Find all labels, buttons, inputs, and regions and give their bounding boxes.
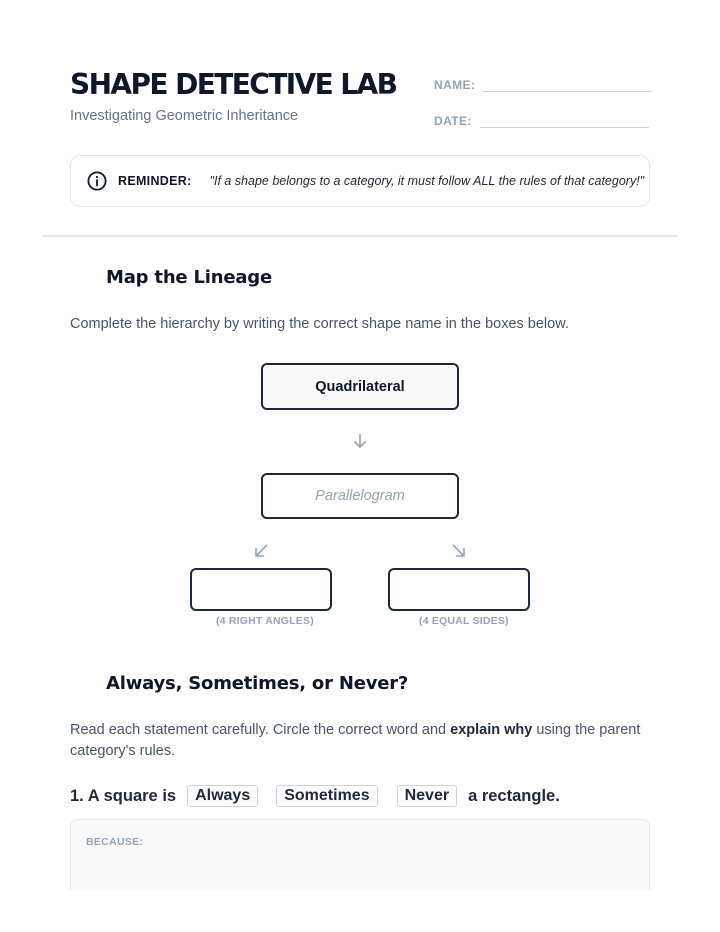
arrow-down-right-icon — [451, 543, 467, 559]
option-sometimes[interactable]: Sometimes — [276, 785, 377, 807]
section-divider — [42, 235, 678, 237]
because-label: BECAUSE: — [86, 836, 144, 848]
page-bottom-margin — [0, 890, 720, 932]
date-label: DATE: — [434, 114, 472, 128]
date-field — [434, 112, 649, 128]
question-1 — [70, 785, 560, 807]
name-field — [434, 76, 652, 92]
page-title: SHAPE DETECTIVE LAB — [70, 67, 397, 102]
name-label: NAME: — [434, 78, 476, 92]
option-always[interactable]: Always — [187, 785, 258, 807]
caption-equal-sides: (4 EQUAL SIDES) — [419, 615, 509, 627]
instructions-text-bold: explain why — [450, 722, 533, 738]
instructions-text-pre: Read each statement carefully. Circle the correct word and — [70, 722, 451, 738]
arrow-down-left-icon — [253, 543, 269, 559]
instructions-text-post: using the parent category's rules. — [70, 722, 641, 759]
asn-instructions — [70, 720, 660, 762]
hierarchy-box-quadrilateral: Quadrilateral — [261, 363, 459, 410]
section-heading-lineage: Map the Lineage — [106, 267, 273, 288]
page-subtitle: Investigating Geometric Inheritance — [70, 108, 299, 124]
question-1-suffix: a rectangle. — [468, 786, 560, 805]
hierarchy-box-parallelogram[interactable]: Parallelogram — [261, 473, 459, 519]
caption-right-angles: (4 RIGHT ANGLES) — [216, 615, 314, 627]
reminder-quote: "If a shape belongs to a category, it must follow ALL the rules of that category!" — [209, 174, 645, 188]
reminder-label: REMINDER: — [118, 174, 192, 188]
option-never[interactable]: Never — [397, 785, 457, 807]
hierarchy-box-right-blank[interactable] — [388, 568, 530, 611]
section-heading-always-sometimes-never: Always, Sometimes, or Never? — [106, 673, 409, 694]
reminder-box — [70, 155, 650, 207]
name-input-line[interactable] — [483, 76, 652, 92]
arrow-down-icon — [352, 433, 368, 449]
lineage-instructions: Complete the hierarchy by writing the correct shape name in the boxes below. — [70, 316, 569, 332]
info-icon — [87, 171, 107, 191]
question-1-prefix: 1. A square is — [70, 786, 177, 805]
date-input-line[interactable] — [480, 112, 649, 128]
hierarchy-box-left-blank[interactable] — [190, 568, 332, 611]
